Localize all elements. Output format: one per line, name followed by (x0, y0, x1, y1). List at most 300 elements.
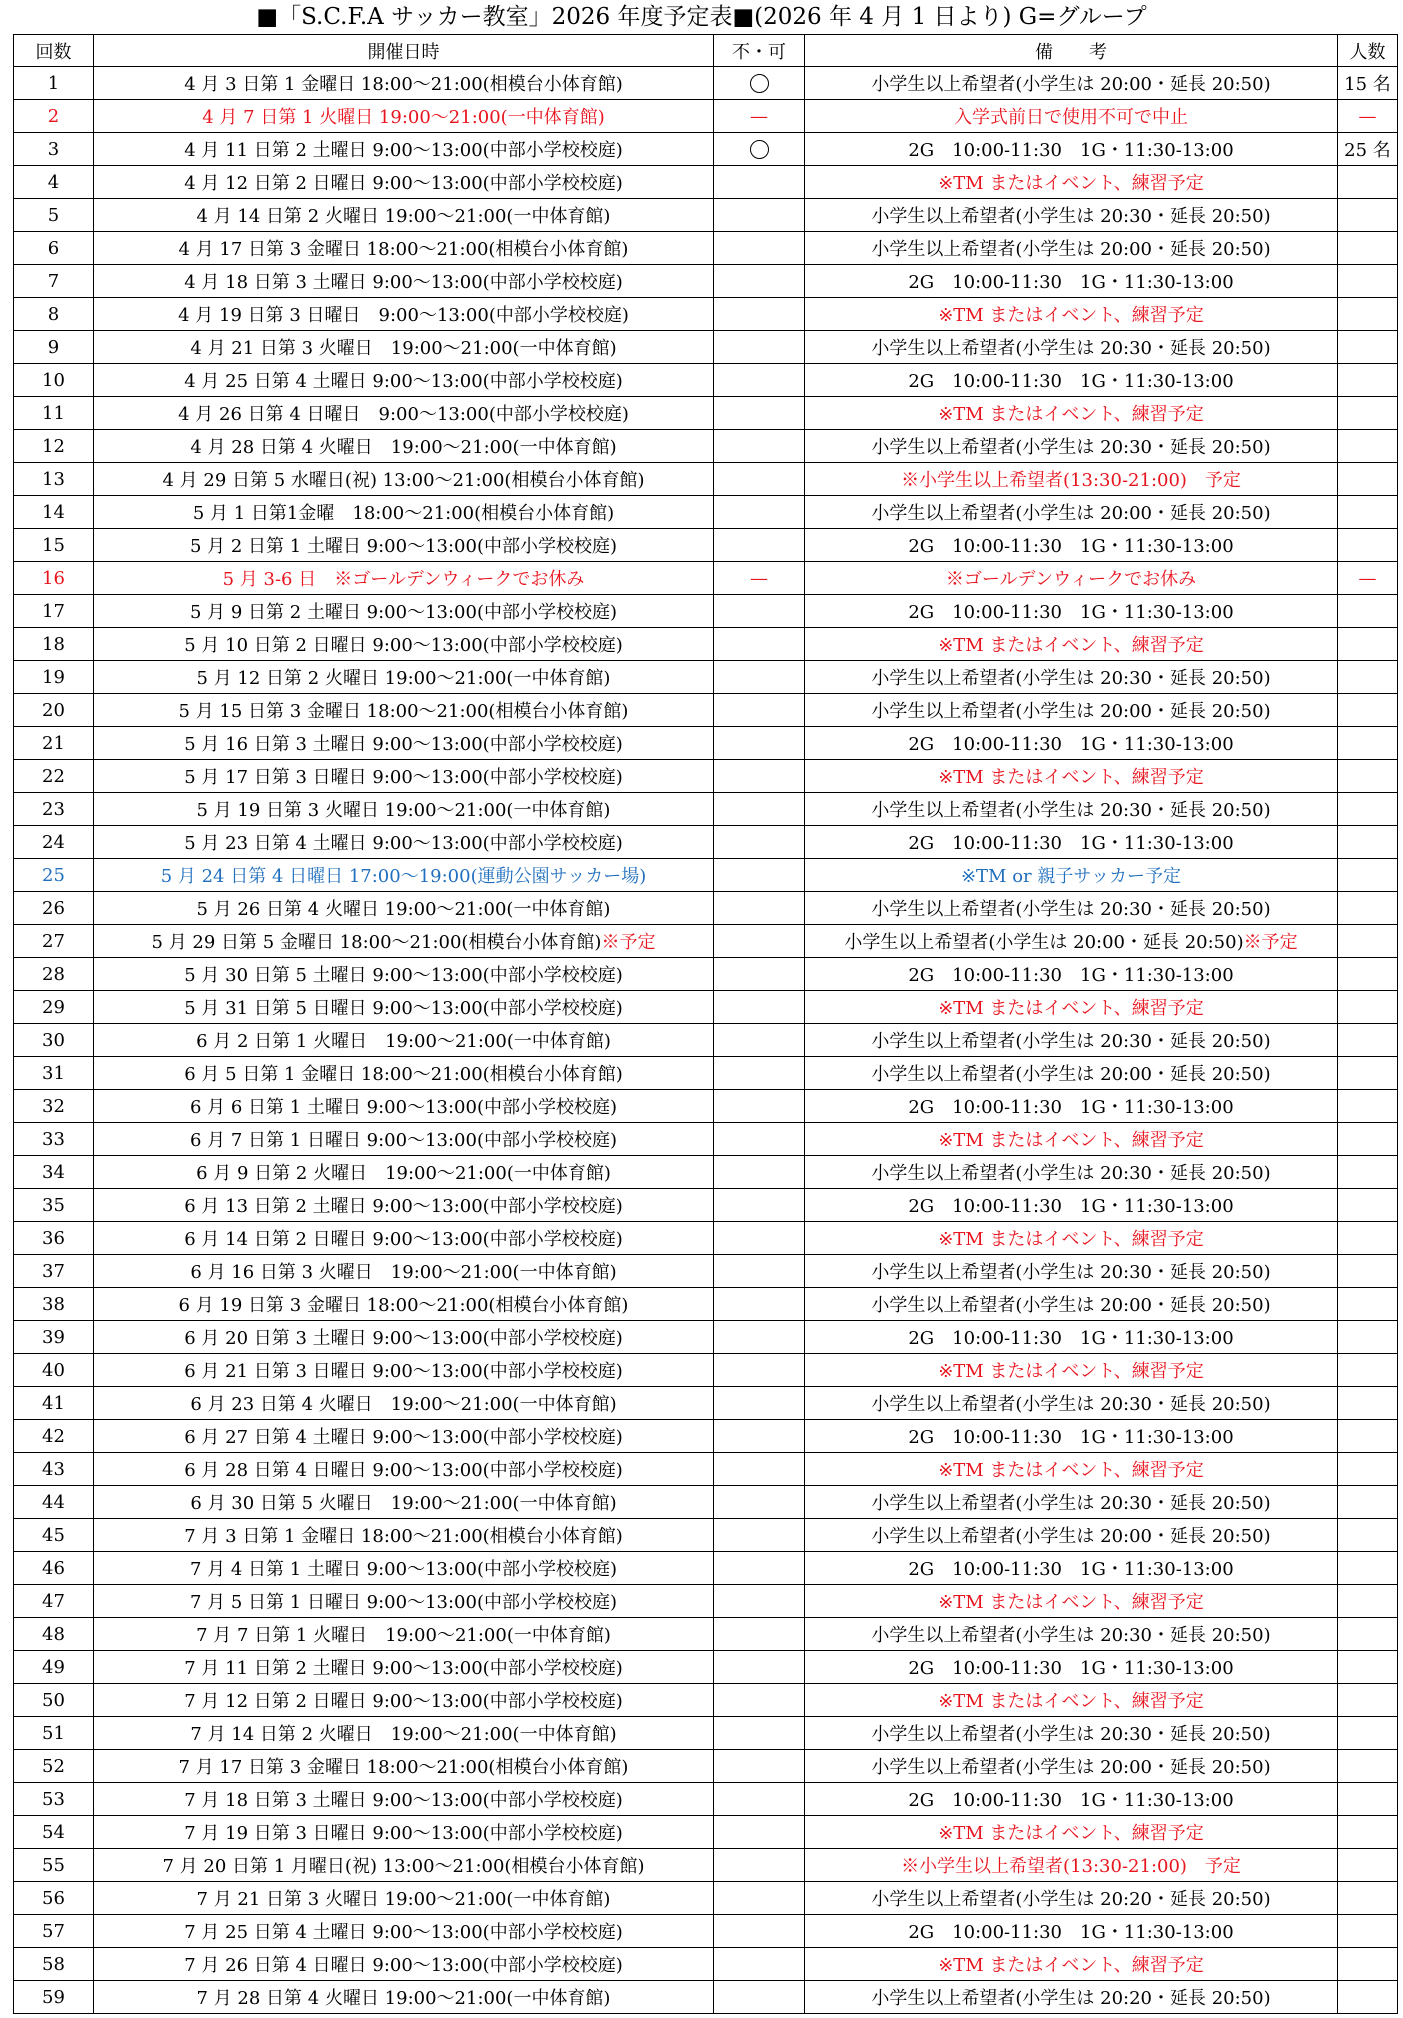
row-number: 31 (14, 1057, 94, 1090)
table-row (14, 562, 1398, 595)
row-availability (714, 991, 805, 1024)
table-row (14, 859, 1398, 892)
row-date (94, 595, 714, 628)
row-remarks (805, 1222, 1338, 1255)
table-row (14, 298, 1398, 331)
row-remarks (805, 331, 1338, 364)
row-availability: — (714, 562, 805, 595)
row-number: 58 (14, 1948, 94, 1981)
row-number: 44 (14, 1486, 94, 1519)
row-people (1338, 925, 1398, 958)
row-date (94, 1288, 714, 1321)
row-remarks-text: ※TM またはイベント、練習予定 (938, 173, 1204, 194)
row-date (94, 232, 714, 265)
row-remarks (805, 1321, 1338, 1354)
row-date (94, 496, 714, 529)
row-number: 55 (14, 1849, 94, 1882)
row-remarks-text: 2G 10:00-11:30 1G・11:30-13:00 (908, 140, 1234, 161)
row-remarks (805, 67, 1338, 100)
row-date (94, 1387, 714, 1420)
row-date (94, 628, 714, 661)
header-row (14, 35, 1398, 67)
row-remarks (805, 1585, 1338, 1618)
table-row (14, 892, 1398, 925)
row-date-text: 6 月 19 日第 3 金曜日 18:00～21:00(相模台小体育館) (178, 1295, 629, 1316)
row-date-text: 5 月 19 日第 3 火曜日 19:00～21:00(一中体育館) (196, 800, 611, 821)
row-date-text: 6 月 27 日第 4 土曜日 9:00～13:00(中部小学校校庭) (184, 1427, 623, 1448)
row-number: 36 (14, 1222, 94, 1255)
row-availability (714, 892, 805, 925)
row-date-text: 5 月 2 日第 1 土曜日 9:00～13:00(中部小学校校庭) (189, 536, 618, 557)
table-row (14, 133, 1398, 166)
row-date (94, 1321, 714, 1354)
row-remarks-text: 2G 10:00-11:30 1G・11:30-13:00 (908, 1559, 1234, 1580)
row-number: 22 (14, 760, 94, 793)
row-remarks-text: 2G 10:00-11:30 1G・11:30-13:00 (908, 734, 1234, 755)
row-remarks-text: ※TM またはイベント、練習予定 (938, 1691, 1204, 1712)
row-people (1338, 397, 1398, 430)
row-number: 30 (14, 1024, 94, 1057)
row-number: 47 (14, 1585, 94, 1618)
table-row (14, 1816, 1398, 1849)
row-date (94, 331, 714, 364)
row-availability (714, 826, 805, 859)
row-date (94, 793, 714, 826)
row-availability (714, 67, 805, 100)
row-date (94, 529, 714, 562)
row-remarks-text: 入学式前日で使用不可で中止 (954, 107, 1188, 128)
row-number: 2 (14, 100, 94, 133)
row-number: 23 (14, 793, 94, 826)
row-people (1338, 1024, 1398, 1057)
row-remarks-text: 小学生以上希望者(小学生は 20:30・延長 20:50) (871, 338, 1271, 359)
row-people (1338, 1090, 1398, 1123)
row-people (1338, 364, 1398, 397)
row-number: 51 (14, 1717, 94, 1750)
row-date-text: 6 月 30 日第 5 火曜日 19:00～21:00(一中体育館) (190, 1493, 617, 1514)
row-remarks-text: 小学生以上希望者(小学生は 20:30・延長 20:50) (871, 1262, 1271, 1283)
row-people (1338, 760, 1398, 793)
row-date (94, 1156, 714, 1189)
row-remarks-text: 2G 10:00-11:30 1G・11:30-13:00 (908, 1790, 1234, 1811)
row-date-text: 7 月 17 日第 3 金曜日 18:00～21:00(相模台小体育館) (178, 1757, 629, 1778)
row-number: 35 (14, 1189, 94, 1222)
row-date (94, 1453, 714, 1486)
row-people (1338, 1123, 1398, 1156)
row-remarks (805, 397, 1338, 430)
row-number: 8 (14, 298, 94, 331)
row-availability (714, 1717, 805, 1750)
row-remarks-text: 小学生以上希望者(小学生は 20:00・延長 20:50) (871, 503, 1271, 524)
table-row (14, 628, 1398, 661)
table-row (14, 397, 1398, 430)
row-remarks (805, 1882, 1338, 1915)
row-remarks (805, 100, 1338, 133)
row-remarks (805, 1684, 1338, 1717)
row-remarks (805, 859, 1338, 892)
row-remarks (805, 925, 1338, 958)
row-remarks (805, 1453, 1338, 1486)
row-date (94, 166, 714, 199)
row-availability (714, 1849, 805, 1882)
row-date (94, 562, 714, 595)
row-remarks (805, 1057, 1338, 1090)
row-number: 40 (14, 1354, 94, 1387)
row-people (1338, 1486, 1398, 1519)
header-remarks: 備 考 (805, 35, 1338, 67)
table-row (14, 1024, 1398, 1057)
table-row (14, 1255, 1398, 1288)
table-row (14, 694, 1398, 727)
row-date-text: 6 月 7 日第 1 日曜日 9:00～13:00(中部小学校校庭) (189, 1130, 618, 1151)
table-row (14, 331, 1398, 364)
row-remarks (805, 628, 1338, 661)
row-remarks-text: 小学生以上希望者(小学生は 20:30・延長 20:50) (871, 1724, 1271, 1745)
row-availability (714, 958, 805, 991)
row-availability (714, 1552, 805, 1585)
row-date (94, 364, 714, 397)
row-number: 49 (14, 1651, 94, 1684)
row-date-text: 6 月 20 日第 3 土曜日 9:00～13:00(中部小学校校庭) (184, 1328, 623, 1349)
row-date-text: 7 月 20 日第 1 月曜日(祝) 13:00～21:00(相模台小体育館) (162, 1856, 645, 1877)
row-people (1338, 1255, 1398, 1288)
table-row (14, 1354, 1398, 1387)
row-availability (714, 199, 805, 232)
row-remarks-text: 2G 10:00-11:30 1G・11:30-13:00 (908, 536, 1234, 557)
row-remarks-text: ※TM またはイベント、練習予定 (938, 404, 1204, 425)
row-people (1338, 1849, 1398, 1882)
row-remarks-text: 2G 10:00-11:30 1G・11:30-13:00 (908, 602, 1234, 623)
table-row (14, 496, 1398, 529)
table-row (14, 1651, 1398, 1684)
table-row (14, 166, 1398, 199)
table-row (14, 1453, 1398, 1486)
row-people (1338, 529, 1398, 562)
row-number: 54 (14, 1816, 94, 1849)
row-date (94, 826, 714, 859)
table-row (14, 1057, 1398, 1090)
row-date-text: 5 月 23 日第 4 土曜日 9:00～13:00(中部小学校校庭) (184, 833, 623, 854)
row-date-text: 7 月 25 日第 4 土曜日 9:00～13:00(中部小学校校庭) (184, 1922, 623, 1943)
row-people (1338, 1453, 1398, 1486)
row-remarks-text: 小学生以上希望者(小学生は 20:30・延長 20:50) (871, 899, 1271, 920)
row-remarks (805, 529, 1338, 562)
row-remarks (805, 661, 1338, 694)
table-row (14, 1123, 1398, 1156)
row-date-text: 7 月 5 日第 1 日曜日 9:00～13:00(中部小学校校庭) (189, 1592, 618, 1613)
table-row (14, 925, 1398, 958)
row-people (1338, 1717, 1398, 1750)
row-people (1338, 1057, 1398, 1090)
row-availability (714, 1618, 805, 1651)
row-remarks (805, 1783, 1338, 1816)
table-row (14, 1486, 1398, 1519)
row-remarks (805, 1486, 1338, 1519)
row-remarks (805, 1189, 1338, 1222)
header-availability: 不・可 (714, 35, 805, 67)
row-date-text: 4 月 26 日第 4 日曜日 9:00～13:00(中部小学校校庭) (178, 404, 629, 425)
row-availability (714, 1816, 805, 1849)
row-people (1338, 793, 1398, 826)
row-number: 39 (14, 1321, 94, 1354)
row-availability (714, 859, 805, 892)
row-number: 34 (14, 1156, 94, 1189)
row-people (1338, 892, 1398, 925)
row-number: 1 (14, 67, 94, 100)
row-remarks-text: 2G 10:00-11:30 1G・11:30-13:00 (908, 272, 1234, 293)
row-people: 25 名 (1338, 133, 1398, 166)
row-date (94, 1255, 714, 1288)
row-number: 16 (14, 562, 94, 595)
row-date (94, 1123, 714, 1156)
row-people (1338, 628, 1398, 661)
row-remarks (805, 298, 1338, 331)
row-people (1338, 1222, 1398, 1255)
row-date (94, 1849, 714, 1882)
row-remarks-text: 小学生以上希望者(小学生は 20:00・延長 20:50) (871, 1757, 1271, 1778)
header-people: 人数 (1338, 35, 1398, 67)
row-date (94, 1981, 714, 2014)
row-people: — (1338, 562, 1398, 595)
row-availability (714, 397, 805, 430)
row-date-text: 5 月 26 日第 4 火曜日 19:00～21:00(一中体育館) (196, 899, 611, 920)
row-date-text: 5 月 12 日第 2 火曜日 19:00～21:00(一中体育館) (196, 668, 611, 689)
row-remarks-text: ※ゴールデンウィークでお休み (945, 569, 1197, 590)
row-availability (714, 1981, 805, 2014)
table-row (14, 1750, 1398, 1783)
table-row (14, 1717, 1398, 1750)
row-availability (714, 1321, 805, 1354)
row-date (94, 100, 714, 133)
row-number: 50 (14, 1684, 94, 1717)
schedule-rows (14, 67, 1398, 2014)
row-date-text: 4 月 7 日第 1 火曜日 19:00～21:00(一中体育館) (202, 107, 605, 128)
row-people (1338, 298, 1398, 331)
row-people (1338, 595, 1398, 628)
table-row (14, 463, 1398, 496)
row-number: 53 (14, 1783, 94, 1816)
table-row (14, 1519, 1398, 1552)
row-people (1338, 1420, 1398, 1453)
row-people (1338, 331, 1398, 364)
row-remarks-suffix: ※予定 (1243, 932, 1298, 953)
row-remarks (805, 1816, 1338, 1849)
row-date (94, 1486, 714, 1519)
row-date (94, 1651, 714, 1684)
row-remarks (805, 793, 1338, 826)
row-availability (714, 1123, 805, 1156)
row-date-text: 5 月 1 日第1金曜 18:00～21:00(相模台小体育館) (192, 503, 615, 524)
row-remarks-text: ※TM またはイベント、練習予定 (938, 1130, 1204, 1151)
row-remarks (805, 694, 1338, 727)
row-availability (714, 1420, 805, 1453)
row-people (1338, 1354, 1398, 1387)
table-row (14, 727, 1398, 760)
row-number: 9 (14, 331, 94, 364)
row-number: 28 (14, 958, 94, 991)
row-date-text: 5 月 10 日第 2 日曜日 9:00～13:00(中部小学校校庭) (184, 635, 623, 656)
row-remarks (805, 991, 1338, 1024)
row-remarks-text: 小学生以上希望者(小学生は 20:30・延長 20:50) (871, 1625, 1271, 1646)
row-availability (714, 1519, 805, 1552)
row-date-text: 7 月 21 日第 3 火曜日 19:00～21:00(一中体育館) (196, 1889, 611, 1910)
table-row (14, 793, 1398, 826)
row-date (94, 199, 714, 232)
table-row (14, 1189, 1398, 1222)
row-date-text: 5 月 17 日第 3 日曜日 9:00～13:00(中部小学校校庭) (184, 767, 623, 788)
row-number: 45 (14, 1519, 94, 1552)
row-remarks-text: 2G 10:00-11:30 1G・11:30-13:00 (908, 965, 1234, 986)
row-date-text: 6 月 23 日第 4 火曜日 19:00～21:00(一中体育館) (190, 1394, 617, 1415)
row-date-text: 6 月 16 日第 3 火曜日 19:00～21:00(一中体育館) (190, 1262, 617, 1283)
row-number: 5 (14, 199, 94, 232)
row-remarks-text: ※TM またはイベント、練習予定 (938, 998, 1204, 1019)
row-number: 57 (14, 1915, 94, 1948)
row-number: 33 (14, 1123, 94, 1156)
row-date-text: 7 月 19 日第 3 日曜日 9:00～13:00(中部小学校校庭) (184, 1823, 623, 1844)
row-availability (714, 364, 805, 397)
row-availability (714, 793, 805, 826)
row-remarks-text: ※TM またはイベント、練習予定 (938, 1229, 1204, 1250)
row-number: 26 (14, 892, 94, 925)
row-people (1338, 265, 1398, 298)
row-availability (714, 694, 805, 727)
table-row (14, 529, 1398, 562)
row-remarks-text: ※TM またはイベント、練習予定 (938, 1823, 1204, 1844)
row-date (94, 1882, 714, 1915)
row-date (94, 925, 714, 958)
row-number: 25 (14, 859, 94, 892)
row-remarks-text: 小学生以上希望者(小学生は 20:30・延長 20:50) (871, 1163, 1271, 1184)
row-people (1338, 430, 1398, 463)
row-date-text: 7 月 12 日第 2 日曜日 9:00～13:00(中部小学校校庭) (184, 1691, 623, 1712)
row-number: 12 (14, 430, 94, 463)
row-date-text: 5 月 3-6 日 ※ゴールデンウィークでお休み (222, 569, 585, 590)
row-number: 41 (14, 1387, 94, 1420)
row-remarks (805, 1915, 1338, 1948)
row-date (94, 1519, 714, 1552)
row-number: 21 (14, 727, 94, 760)
row-remarks (805, 199, 1338, 232)
row-date-text: 6 月 28 日第 4 日曜日 9:00～13:00(中部小学校校庭) (184, 1460, 623, 1481)
row-date-text: 6 月 2 日第 1 火曜日 19:00～21:00(一中体育館) (196, 1031, 611, 1052)
table-row (14, 1222, 1398, 1255)
row-number: 11 (14, 397, 94, 430)
row-availability (714, 1915, 805, 1948)
row-date (94, 1057, 714, 1090)
row-date-text: 4 月 18 日第 3 土曜日 9:00～13:00(中部小学校校庭) (184, 272, 623, 293)
row-remarks (805, 166, 1338, 199)
row-remarks-text: 2G 10:00-11:30 1G・11:30-13:00 (908, 833, 1234, 854)
row-remarks (805, 1156, 1338, 1189)
row-remarks (805, 1948, 1338, 1981)
row-date-text: 4 月 3 日第 1 金曜日 18:00～21:00(相模台小体育館) (184, 74, 623, 95)
table-row (14, 1387, 1398, 1420)
table-row (14, 1915, 1398, 1948)
row-remarks-text: 小学生以上希望者(小学生は 20:30・延長 20:50) (871, 437, 1271, 458)
row-date (94, 892, 714, 925)
table-row (14, 100, 1398, 133)
row-remarks-text: ※TM またはイベント、練習予定 (938, 635, 1204, 656)
row-number: 59 (14, 1981, 94, 2014)
row-people (1338, 1882, 1398, 1915)
table-row (14, 1684, 1398, 1717)
row-date (94, 1354, 714, 1387)
row-people (1338, 1387, 1398, 1420)
table-row (14, 1420, 1398, 1453)
row-date (94, 133, 714, 166)
row-remarks-text: 2G 10:00-11:30 1G・11:30-13:00 (908, 1328, 1234, 1349)
row-availability (714, 1156, 805, 1189)
row-people (1338, 166, 1398, 199)
row-availability (714, 1750, 805, 1783)
row-date-text: 6 月 9 日第 2 火曜日 19:00～21:00(一中体育館) (196, 1163, 611, 1184)
row-availability (714, 1453, 805, 1486)
row-date (94, 1585, 714, 1618)
row-date (94, 1750, 714, 1783)
row-people (1338, 1783, 1398, 1816)
row-people (1338, 694, 1398, 727)
row-availability (714, 1882, 805, 1915)
row-date-text: 6 月 13 日第 2 土曜日 9:00～13:00(中部小学校校庭) (184, 1196, 623, 1217)
row-availability (714, 496, 805, 529)
row-people (1338, 991, 1398, 1024)
row-date-text: 5 月 16 日第 3 土曜日 9:00～13:00(中部小学校校庭) (184, 734, 623, 755)
row-availability: — (714, 100, 805, 133)
row-availability (714, 595, 805, 628)
row-availability (714, 1057, 805, 1090)
row-date-text: 4 月 19 日第 3 日曜日 9:00～13:00(中部小学校校庭) (178, 305, 629, 326)
row-date (94, 265, 714, 298)
schedule-table (13, 34, 1398, 2014)
row-availability (714, 1651, 805, 1684)
row-availability (714, 1024, 805, 1057)
row-remarks (805, 1387, 1338, 1420)
row-people (1338, 1189, 1398, 1222)
row-number: 46 (14, 1552, 94, 1585)
row-remarks-text: ※TM またはイベント、練習予定 (938, 767, 1204, 788)
row-people (1338, 1156, 1398, 1189)
row-people (1338, 1585, 1398, 1618)
row-date-text: 4 月 14 日第 2 火曜日 19:00～21:00(一中体育館) (196, 206, 611, 227)
table-row (14, 199, 1398, 232)
row-remarks (805, 1024, 1338, 1057)
row-date (94, 1552, 714, 1585)
row-remarks-text: 2G 10:00-11:30 1G・11:30-13:00 (908, 1922, 1234, 1943)
row-people (1338, 1981, 1398, 2014)
row-remarks (805, 1255, 1338, 1288)
row-remarks-text: 小学生以上希望者(小学生は 20:30・延長 20:50) (871, 1394, 1271, 1415)
table-row (14, 1585, 1398, 1618)
row-number: 37 (14, 1255, 94, 1288)
row-people (1338, 1651, 1398, 1684)
row-remarks-text: ※TM or 親子サッカー予定 (960, 866, 1182, 887)
row-remarks-text: 小学生以上希望者(小学生は 20:00・延長 20:50) (871, 74, 1271, 95)
row-people (1338, 1948, 1398, 1981)
table-row (14, 364, 1398, 397)
row-date-text: 7 月 7 日第 1 火曜日 19:00～21:00(一中体育館) (196, 1625, 611, 1646)
row-people: 15 名 (1338, 67, 1398, 100)
row-remarks (805, 463, 1338, 496)
row-date (94, 1684, 714, 1717)
row-remarks (805, 1981, 1338, 2014)
row-number: 15 (14, 529, 94, 562)
row-date (94, 760, 714, 793)
row-remarks (805, 133, 1338, 166)
row-number: 32 (14, 1090, 94, 1123)
row-date-text: 4 月 17 日第 3 金曜日 18:00～21:00(相模台小体育館) (178, 239, 629, 260)
table-row (14, 1849, 1398, 1882)
